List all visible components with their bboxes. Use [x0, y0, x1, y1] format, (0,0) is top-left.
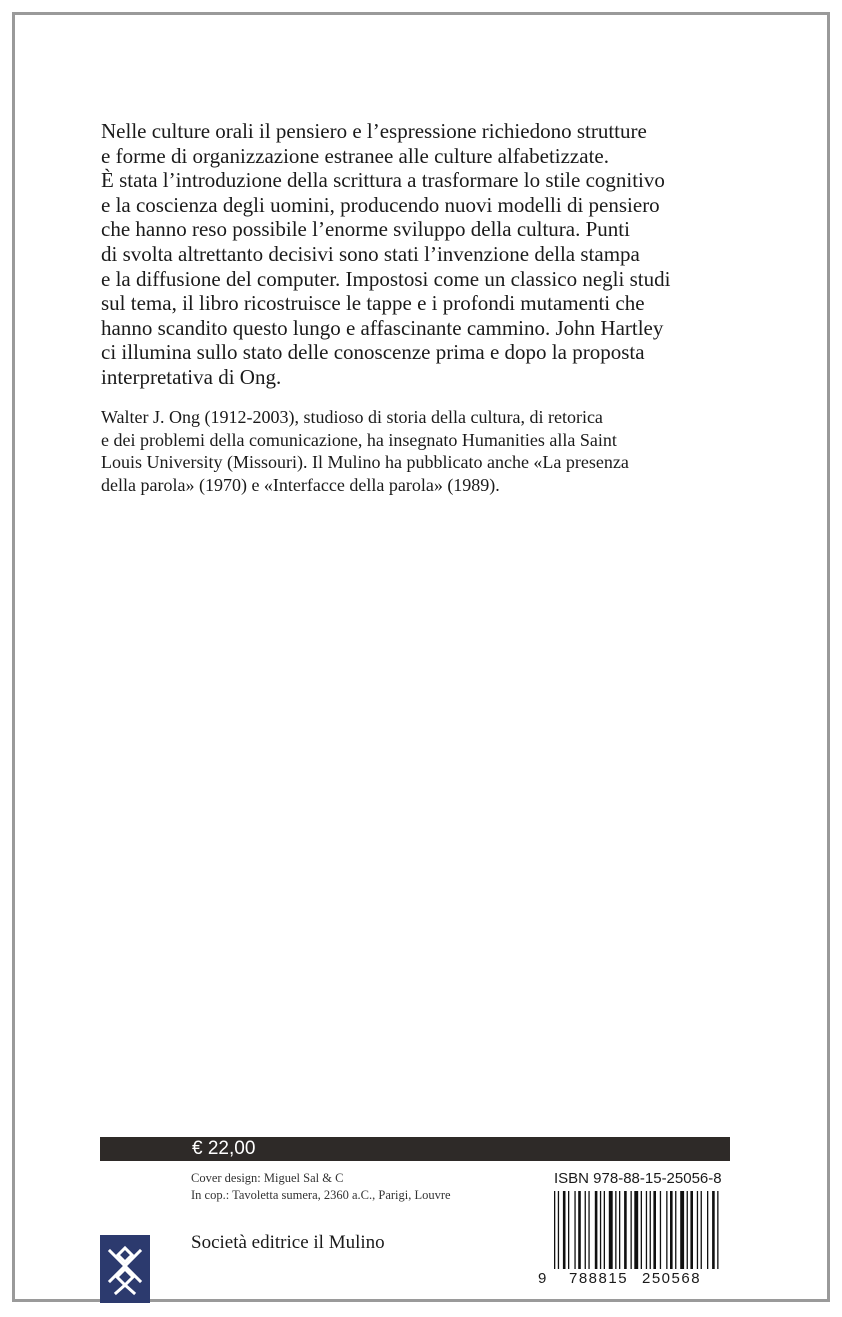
publisher-name: Società editrice il Mulino [191, 1232, 385, 1253]
isbn-label: ISBN 978-88-15-25056-8 [554, 1170, 722, 1187]
price-bar [100, 1137, 730, 1161]
book-blurb [101, 119, 741, 390]
blurb-line: e la coscienza degli uomini, producendo nuovi modelli di pensiero [101, 192, 660, 217]
windmill-icon [100, 1235, 150, 1303]
bio-line: della parola» (1970) e «Interfacce della parola» (1989). [101, 474, 500, 495]
back-cover [12, 12, 830, 1302]
blurb-line: ci illumina sullo stato delle conoscenze prima e dopo la proposta [101, 340, 645, 365]
blurb-line: di svolta altrettanto decisivi sono stati l’invenzione della stampa [101, 241, 640, 266]
author-bio [101, 406, 741, 496]
cover-credits [191, 1170, 451, 1204]
blurb-line: Nelle culture orali il pensiero e l’espressione richiedono strutture [101, 119, 647, 143]
blurb-line: e la diffusione del computer. Impostosi come un classico negli studi [101, 266, 671, 291]
bio-line: e dei problemi della comunicazione, ha insegnato Humanities alla Saint [101, 429, 617, 450]
barcode-first-digit: 9 [538, 1270, 547, 1287]
blurb-line: che hanno reso possibile l’enorme sviluppo della cultura. Punti [101, 217, 630, 242]
barcode [554, 1191, 734, 1269]
bio-line: Walter J. Ong (1912-2003), studioso di storia della cultura, di retorica [101, 407, 603, 427]
blurb-line: hanno scandito questo lungo e affascinante cammino. John Hartley [101, 315, 664, 340]
blurb-line: interpretativa di Ong. [101, 364, 282, 389]
cover-image-credit: In cop.: Tavoletta sumera, 2360 a.C., Parigi, Louvre [191, 1188, 451, 1202]
publisher-logo [100, 1235, 150, 1303]
cover-design-credit: Cover design: Miguel Sal & C [191, 1171, 344, 1185]
blurb-line: sul tema, il libro ricostruisce le tappe e i profondi mutamenti che [101, 291, 645, 316]
blurb-line: e forme di organizzazione estranee alle culture alfabetizzate. [101, 143, 609, 168]
bio-line: Louis University (Missouri). Il Mulino ha pubblicato anche «La presenza [101, 452, 629, 473]
blurb-line: È stata l’introduzione della scrittura a trasformare lo stile cognitivo [101, 168, 665, 193]
barcode-group-1: 788815 [569, 1270, 629, 1287]
price-label: € 22,00 [192, 1138, 256, 1159]
barcode-group-2: 250568 [642, 1270, 702, 1287]
